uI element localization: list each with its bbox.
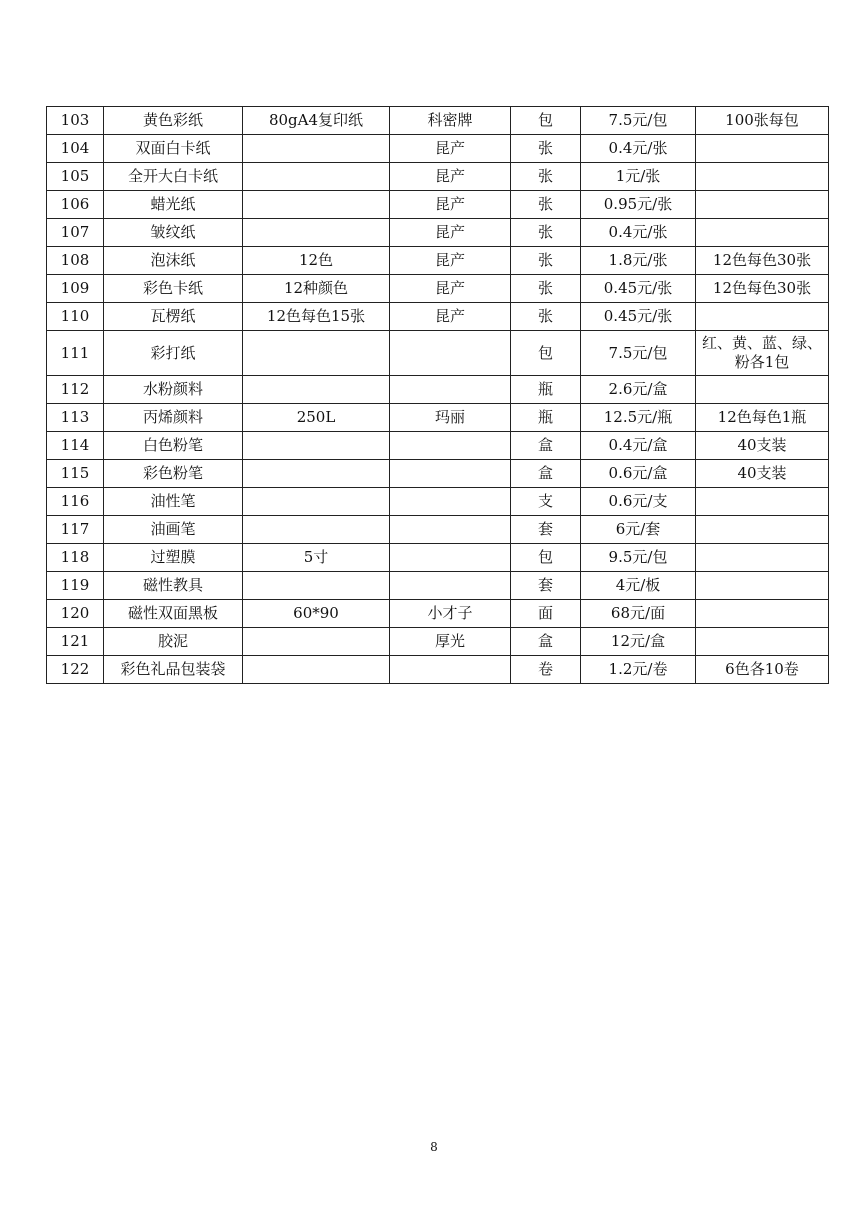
cell-name: 彩色粉笔 [104,460,243,488]
cell-note: 100张每包 [696,107,829,135]
table-row [47,600,829,628]
cell-spec [243,656,390,684]
cell-spec [243,488,390,516]
cell-unit: 张 [511,135,581,163]
cell-no: 109 [47,275,104,303]
cell-name: 彩色卡纸 [104,275,243,303]
cell-unit: 瓶 [511,404,581,432]
cell-unit: 盒 [511,460,581,488]
cell-note [696,303,829,331]
cell-note [696,135,829,163]
cell-brand: 昆产 [390,135,511,163]
cell-price: 1.8元/张 [581,247,696,275]
cell-name: 磁性教具 [104,572,243,600]
cell-price: 0.95元/张 [581,191,696,219]
cell-no: 103 [47,107,104,135]
cell-price: 2.6元/盒 [581,376,696,404]
table-row [47,516,829,544]
cell-unit: 张 [511,303,581,331]
cell-price: 12元/盒 [581,628,696,656]
cell-name: 蜡光纸 [104,191,243,219]
cell-brand [390,432,511,460]
cell-spec [243,163,390,191]
cell-spec [243,432,390,460]
cell-note [696,488,829,516]
cell-note: 40支装 [696,460,829,488]
cell-no: 119 [47,572,104,600]
table-row [47,572,829,600]
cell-brand [390,331,511,376]
table-row [47,488,829,516]
table-row [47,107,829,135]
cell-note: 12色每色30张 [696,275,829,303]
cell-no: 113 [47,404,104,432]
cell-name: 皱纹纸 [104,219,243,247]
cell-brand: 昆产 [390,247,511,275]
cell-no: 110 [47,303,104,331]
cell-unit: 卷 [511,656,581,684]
cell-note [696,628,829,656]
cell-spec [243,460,390,488]
cell-price: 7.5元/包 [581,107,696,135]
cell-spec: 250L [243,404,390,432]
cell-price: 0.6元/盒 [581,460,696,488]
cell-price: 68元/面 [581,600,696,628]
table-row [47,163,829,191]
cell-unit: 张 [511,247,581,275]
cell-spec [243,331,390,376]
cell-brand: 厚光 [390,628,511,656]
table-row [47,247,829,275]
cell-spec: 12种颜色 [243,275,390,303]
cell-no: 112 [47,376,104,404]
cell-brand: 昆产 [390,275,511,303]
cell-no: 107 [47,219,104,247]
table-row [47,404,829,432]
table-row [47,191,829,219]
table-row [47,376,829,404]
cell-spec: 60*90 [243,600,390,628]
table-row [47,331,829,376]
cell-unit: 盒 [511,432,581,460]
cell-brand [390,460,511,488]
cell-unit: 张 [511,163,581,191]
cell-name: 油画笔 [104,516,243,544]
cell-spec [243,572,390,600]
cell-name: 白色粉笔 [104,432,243,460]
cell-unit: 面 [511,600,581,628]
cell-spec [243,191,390,219]
cell-price: 6元/套 [581,516,696,544]
cell-note [696,572,829,600]
cell-note [696,191,829,219]
table-body [47,107,829,684]
cell-brand [390,656,511,684]
cell-brand: 小才子 [390,600,511,628]
cell-unit: 支 [511,488,581,516]
cell-brand: 昆产 [390,219,511,247]
cell-note [696,516,829,544]
cell-no: 106 [47,191,104,219]
cell-no: 115 [47,460,104,488]
table-row [47,275,829,303]
table-row [47,432,829,460]
cell-price: 0.4元/张 [581,219,696,247]
cell-brand [390,376,511,404]
cell-name: 彩打纸 [104,331,243,376]
cell-price: 1元/张 [581,163,696,191]
cell-unit: 张 [511,191,581,219]
cell-brand [390,516,511,544]
cell-name: 胶泥 [104,628,243,656]
cell-brand [390,488,511,516]
cell-unit: 套 [511,516,581,544]
cell-brand: 玛丽 [390,404,511,432]
cell-name: 磁性双面黑板 [104,600,243,628]
cell-spec: 80gA4复印纸 [243,107,390,135]
cell-no: 120 [47,600,104,628]
cell-unit: 包 [511,107,581,135]
cell-no: 122 [47,656,104,684]
cell-unit: 张 [511,219,581,247]
cell-brand: 昆产 [390,163,511,191]
cell-brand: 昆产 [390,191,511,219]
table-row [47,544,829,572]
cell-spec [243,516,390,544]
cell-spec [243,628,390,656]
cell-note: 6色各10卷 [696,656,829,684]
cell-no: 105 [47,163,104,191]
cell-note: 红、黄、蓝、绿、粉各1包 [696,331,829,376]
cell-no: 116 [47,488,104,516]
cell-price: 0.45元/张 [581,303,696,331]
cell-name: 彩色礼品包装袋 [104,656,243,684]
cell-brand [390,544,511,572]
cell-name: 油性笔 [104,488,243,516]
cell-unit: 瓶 [511,376,581,404]
cell-name: 丙烯颜料 [104,404,243,432]
cell-name: 瓦楞纸 [104,303,243,331]
cell-spec: 5寸 [243,544,390,572]
cell-note [696,376,829,404]
cell-price: 0.6元/支 [581,488,696,516]
cell-price: 12.5元/瓶 [581,404,696,432]
cell-price: 4元/板 [581,572,696,600]
cell-price: 0.4元/张 [581,135,696,163]
cell-name: 黄色彩纸 [104,107,243,135]
cell-spec: 12色每色15张 [243,303,390,331]
price-table [46,106,829,684]
cell-price: 7.5元/包 [581,331,696,376]
cell-note [696,600,829,628]
cell-price: 9.5元/包 [581,544,696,572]
cell-note [696,163,829,191]
cell-no: 118 [47,544,104,572]
cell-brand: 科密牌 [390,107,511,135]
cell-no: 104 [47,135,104,163]
cell-name: 过塑膜 [104,544,243,572]
cell-unit: 盒 [511,628,581,656]
cell-note: 12色每色30张 [696,247,829,275]
cell-note [696,219,829,247]
cell-spec [243,219,390,247]
cell-price: 0.4元/盒 [581,432,696,460]
cell-price: 1.2元/卷 [581,656,696,684]
cell-name: 泡沫纸 [104,247,243,275]
cell-no: 117 [47,516,104,544]
cell-brand [390,572,511,600]
table-row [47,219,829,247]
cell-spec: 12色 [243,247,390,275]
cell-note: 12色每色1瓶 [696,404,829,432]
cell-no: 108 [47,247,104,275]
cell-no: 121 [47,628,104,656]
cell-unit: 包 [511,331,581,376]
cell-unit: 套 [511,572,581,600]
cell-note: 40支装 [696,432,829,460]
page-number: 8 [430,1140,438,1154]
cell-spec [243,376,390,404]
cell-name: 双面白卡纸 [104,135,243,163]
table-row [47,628,829,656]
table-row [47,656,829,684]
cell-unit: 张 [511,275,581,303]
cell-brand: 昆产 [390,303,511,331]
table-row [47,135,829,163]
cell-spec [243,135,390,163]
cell-name: 全开大白卡纸 [104,163,243,191]
table-row [47,303,829,331]
table-row [47,460,829,488]
cell-note [696,544,829,572]
cell-price: 0.45元/张 [581,275,696,303]
cell-unit: 包 [511,544,581,572]
cell-name: 水粉颜料 [104,376,243,404]
cell-no: 111 [47,331,104,376]
cell-no: 114 [47,432,104,460]
